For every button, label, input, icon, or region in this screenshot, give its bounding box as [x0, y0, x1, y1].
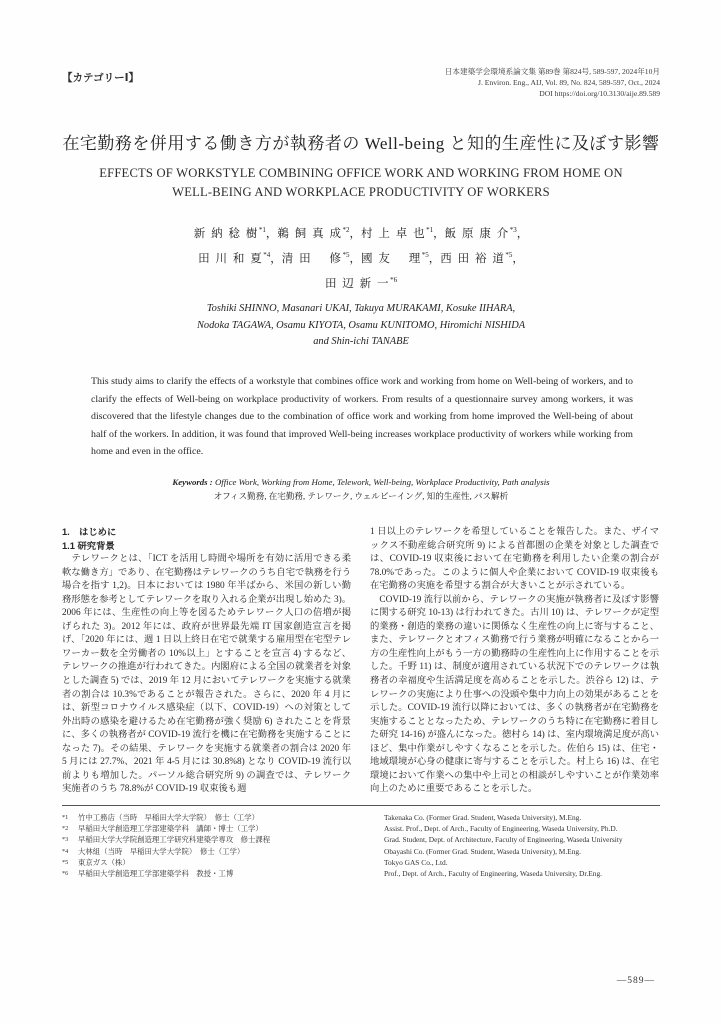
authors-jp-line1 [62, 220, 660, 245]
authors-jp-line3 [62, 270, 660, 295]
page-number: —589— [616, 976, 655, 986]
affiliation-en-text: Assist. Prof., Dept. of Arch., Faculty of Engineering, Waseda University, Ph.D. [384, 824, 618, 834]
affiliation-mark: *3 [62, 836, 69, 844]
affiliation-mark: *2 [62, 825, 69, 833]
affiliation-mark: *5 [62, 858, 69, 866]
affiliation-mark: *4 [62, 847, 69, 855]
section-heading-1-1: 1.1 研究背景 [62, 540, 115, 551]
author-affil-mark: *5 [342, 250, 350, 259]
paper-title-en-line2: WELL-BEING AND WORKPLACE PRODUCTIVITY OF WORKERS [172, 185, 550, 199]
affiliation-jp-text: 東京ガス（株） [78, 857, 130, 867]
author-name: 村 上 卓 也 [361, 227, 427, 240]
affiliation-row [62, 868, 660, 879]
author-separator: ， [270, 252, 282, 265]
section-heading-1: 1. はじめに [62, 526, 117, 537]
affiliation-jp-text: 早稲田大学大学院創造理工学研究科建築学専攻 修士課程 [78, 835, 271, 845]
author-separator: ， [265, 227, 278, 240]
affiliation-jp [62, 834, 384, 845]
affiliation-en-text: Takenaka Co. (Former Grad. Student, Waseda University), M.Eng. [384, 812, 582, 822]
paper-title-en-line1: EFFECTS OF WORKSTYLE COMBINING OFFICE WORK AND WORKING FROM HOME ON [99, 166, 623, 180]
author-affil-mark: *5 [421, 250, 429, 259]
affiliation-row [62, 812, 660, 823]
affiliations [62, 812, 660, 879]
affiliation-jp-text: 竹中工務店（当時 早稲田大学大学院） 修士（工学） [78, 812, 260, 822]
body-paragraph: COVID-19 流行以前から、テレワークの実施が執務者に及ぼす影響に関する研究 10-13) は行われてきた。古川 10) は、テレワークが定型的業務・創造的業務の違いに関係なく生産性の向上に寄与すること、また、テレワークとオフィス勤務で行う業務が明確になることから一方の生産性向上がもう一方の勤務時の生産性向上に作用することを示した。千野 11) は、制度が適用されている状況下でのテレワークは執務者の幸福度や生活満足度を高めることを示した。渋谷ら 12) は、テレワークの実施により仕事への没頭や集中力向上の効果があることを示した。COVID-19 流行以降においては、多くの執務者が在宅勤務を実施することとなったため、テレワークのうち特に在宅勤務に着目した研究 14-16) が盛んになった。徳村ら 14) は、室内環境満足度が高いほど、集中作業がしやすくなることを示した。佐伯ら 15) は、住宅・地域環境が心身の健康に寄与することを示した。村上ら 16) は、在宅環境において作業への集中や上司との相談がしやすいことが作業効率向上のために重要であることを示した。 [370, 594, 659, 795]
keywords-label: Keywords : [172, 476, 213, 487]
author-name: 田 川 和 夏 [198, 252, 264, 265]
affiliation-jp [62, 846, 384, 857]
keywords-en [62, 477, 660, 487]
author-separator: ， [433, 227, 445, 240]
affiliation-row [62, 834, 660, 845]
affiliation-en-text: Prof., Dept. of Arch., Faculty of Engineering, Waseda University, Dr.Eng. [384, 868, 602, 878]
footnote-divider [62, 805, 660, 806]
author-separator: ， [349, 227, 361, 240]
doi-text: DOI https://doi.org/10.3130/aije.89.589 [539, 89, 660, 98]
journal-info [445, 66, 660, 99]
keywords-en-list: Office Work, Working from Home, Telework, Well-being, Workplace Productivity, Path analysis [214, 476, 550, 487]
author-name: 國 友 理 [361, 252, 422, 265]
keywords-jp: オフィス勤務, 在宅勤務, テレワーク, ウェルビーイング, 知的生産性, パス解析 [213, 490, 509, 501]
author-name: 飯 原 康 介 [444, 227, 510, 240]
author-affil-mark: *1 [258, 226, 266, 234]
affiliation-row [62, 846, 660, 857]
paper-title-jp: 在宅勤務を併用する働き方が執務者の Well-being と知的生産性に及ぼす影響 [62, 134, 660, 153]
affiliation-en-text: Tokyo GAS Co., Ltd. [384, 857, 448, 867]
author-affil-mark: *6 [390, 275, 398, 284]
author-name: 清 田 修 [281, 252, 343, 265]
author-separator: ， [512, 252, 524, 265]
journal-citation-en: J. Environ. Eng., AIJ, Vol. 89, No. 824, 589-597, Oct., 2024 [478, 78, 660, 87]
body-paragraph: 1 日以上のテレワークを希望していることを報告した。また、ザイマックス不動産総合研究所 9) による首都圏の企業を対象とした調査では、COVID-19 収束後において在宅勤務を利用したい企業の割合が 78.0%であった。このように個人や企業において COVID-19 収束後も在宅勤務の実施を希望する割合が大きいことが示されている。 [370, 526, 659, 592]
author-affil-mark: *3 [509, 226, 517, 234]
paper-title-en [62, 164, 660, 202]
affiliation-jp-text: 早稲田大学創造理工学部建築学科 講師・博士（工学） [78, 824, 263, 834]
authors-en [62, 301, 660, 351]
category-label: 【カテゴリーⅠ】 [62, 72, 139, 84]
affiliation-jp [62, 857, 384, 868]
affiliation-en-text: Grad. Student, Dept. of Architecture, Faculty of Engineering, Waseda University [384, 835, 623, 845]
journal-citation-jp: 日本建築学会環境系論文集 第89巻 第824号, 589-597, 2024年10月 [444, 67, 660, 76]
author-affil-mark: *4 [263, 250, 271, 259]
author-separator: ， [349, 252, 361, 265]
affiliation-jp [62, 812, 384, 823]
body-columns [62, 526, 660, 797]
affiliation-mark: *6 [62, 869, 69, 877]
author-name: 西 田 裕 道 [440, 252, 506, 265]
page-header [62, 66, 660, 99]
affiliation-mark: *1 [62, 813, 69, 821]
affiliation-jp-text: 早稲田大学創造理工学部建築学科 教授・工博 [78, 868, 234, 878]
affiliation-row [62, 857, 660, 868]
affiliation-jp [62, 823, 384, 834]
affiliation-jp [62, 868, 384, 879]
body-column-left [62, 526, 351, 797]
body-paragraph: テレワークとは、「ICT を活用し時間や場所を有効に活用できる柔軟な働き方」であり、在宅勤務はテレワークのうち自宅で執務を行う場合を指す 1,2)。日本においては 1980 年半ばから、米国の新しい勤務形態を参考としてテレワークを取り入れる企業が出現し始めた 3)。2006 年には、生産性の向上等を図るためテレワーク人口の倍増が掲げられた 3)。2012 年には、政府が世界最先端 IT 国家創造宣言を掲げ、「2020 年には、週 1 日以上終日在宅で就業する雇用型在宅型テレワーカー数を全労働者の 10%以上」とすることを宣言 4) するなど、テレワークの推進が行われてきた。内閣府による全国の就業者を対象とした調査 5) では、2019 年 12 月においてテレワークを実施する就業者の割合は 10.3%であることが報告された。さらに、2020 年 4 月には、新型コロナウイルス感染症（以下、COVID-19）への対策として外出時の感染を避けるため在宅勤務が強く奨励 6) されたことを背景に、多くの執務者が COVID-19 流行を機に在宅勤務を実施することになった 7)。その結果、テレワークを実施する就業者の割合は 2020 年 5 月には 27.7%、2021 年 4-5 月には 30.8%8) となり COVID-19 流行以前よりも増加した。パーソル総合研究所 9) の調査では、テレワーク実施者のうち 78.8%が COVID-19 収束後も週 [62, 554, 351, 795]
author-name: 新 納 稔 樹 [193, 227, 259, 240]
body-column-right [370, 526, 659, 797]
authors-en-line3: and Shin-ichi TANABE [313, 336, 409, 348]
affiliation-en-text: Obayashi Co. (Former Grad. Student, Waseda University), M.Eng. [384, 846, 581, 856]
authors-jp-line2 [62, 245, 660, 270]
author-separator: ， [516, 227, 529, 240]
authors-jp [62, 220, 660, 294]
author-affil-mark: *1 [426, 226, 434, 234]
affiliation-jp-text: 大林組（当時 早稲田大学大学院） 修士（工学） [78, 846, 245, 856]
author-separator: ， [428, 252, 441, 265]
author-affil-mark: *5 [505, 250, 513, 259]
abstract-text: This study aims to clarify the effects of a workstyle that combines office work and working from home on Well-being of workers, and to clarify the effects of Well-being on workplace productivity of workers. From results of a questionnaire survey among workers, it was discovered that the lifestyle changes due to the combination of office work and working from home improved the Well-being of about half of the workers. In addition, it was found that improved Well-being increases workplace productivity of workers while working from home and even in the office. [91, 375, 633, 458]
author-name: 田 辺 新 一 [324, 277, 391, 290]
affiliation-row [62, 823, 660, 834]
author-name: 鵜 飼 真 成 [277, 227, 343, 240]
authors-en-line1: Toshiki SHINNO, Masanari UKAI, Takuya MURAKAMI, Kosuke IIHARA, [206, 303, 516, 315]
author-affil-mark: *2 [342, 226, 350, 234]
authors-en-line2: Nodoka TAGAWA, Osamu KIYOTA, Osamu KUNITOMO, Hiromichi NISHIDA [196, 319, 526, 331]
